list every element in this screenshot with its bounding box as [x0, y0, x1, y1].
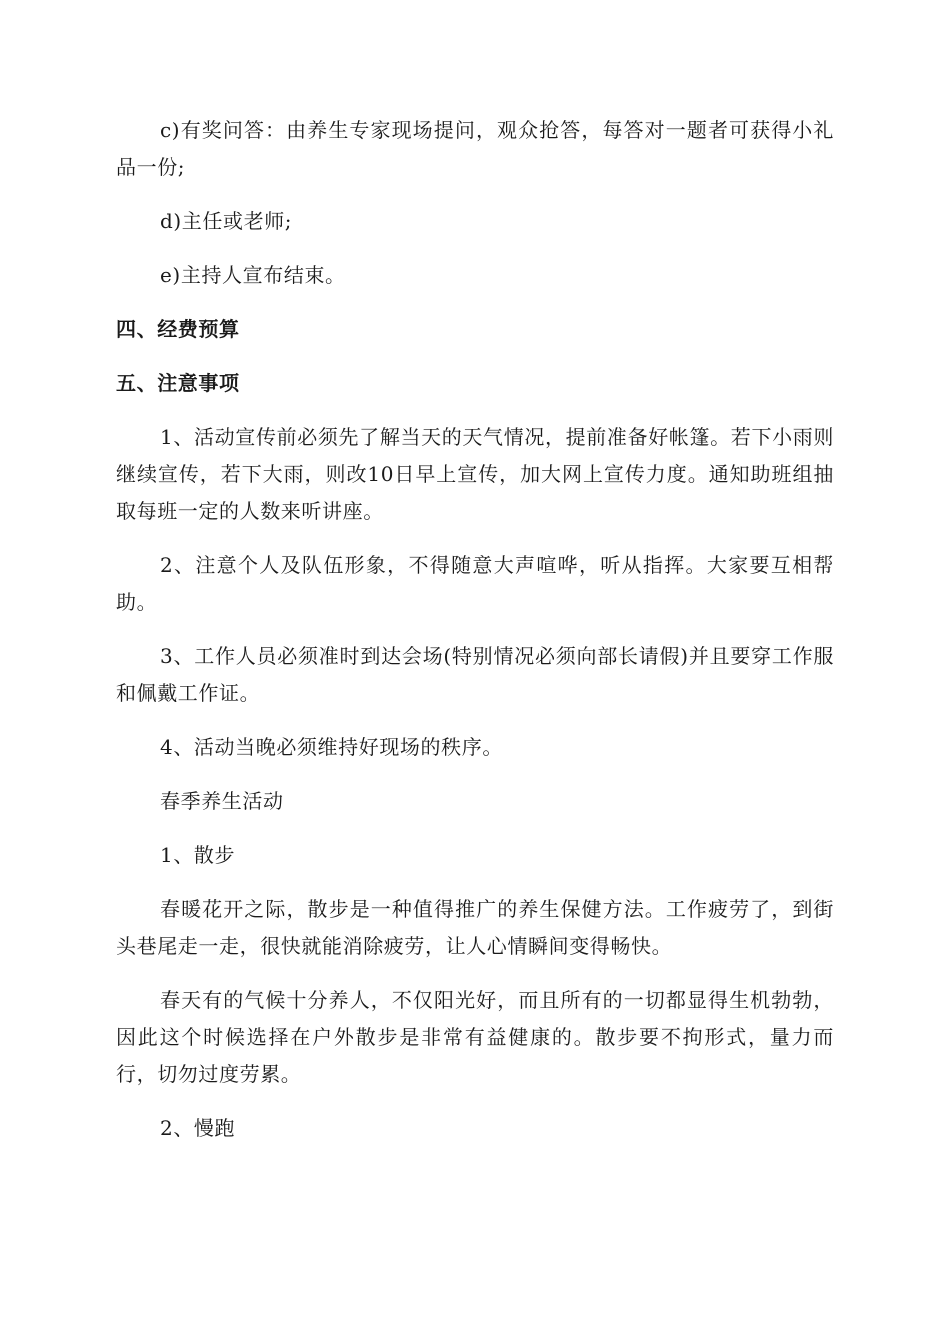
paragraph-director-teacher: d)主任或老师; [160, 209, 293, 233]
paragraph-note-2: 2、注意个人及队伍形象，不得随意大声喧哗，听从指挥。大家要互相帮助。 [116, 553, 834, 614]
paragraph-walking-1: 春暖花开之际，散步是一种值得推广的养生保健方法。工作疲劳了，到街头巷尾走一走，很快就能消除疲劳，让人心情瞬间变得畅快。 [116, 897, 834, 958]
document-page [116, 112, 834, 1164]
paragraph-note-1: 1、活动宣传前必须先了解当天的天气情况，提前准备好帐篷。若下小雨则继续宣传，若下大雨，则改10日早上宣传，加大网上宣传力度。通知助班组抽取每班一定的人数来听讲座。 [116, 425, 834, 523]
section-title-spring-activity: 春季养生活动 [160, 789, 284, 813]
heading-budget: 四、经费预算 [116, 317, 240, 341]
paragraph-walking-2: 春天有的气候十分养人，不仅阳光好，而且所有的一切都显得生机勃勃，因此这个时候选择在户外散步是非常有益健康的。散步要不拘形式，量力而行，切勿过度劳累。 [116, 988, 834, 1086]
paragraph-note-4: 4、活动当晚必须维持好现场的秩序。 [160, 735, 503, 759]
item-jogging: 2、慢跑 [160, 1116, 236, 1140]
paragraph-prize-quiz: c)有奖问答：由养生专家现场提问，观众抢答，每答对一题者可获得小礼品一份; [116, 118, 834, 179]
heading-notes: 五、注意事项 [116, 371, 240, 395]
paragraph-host-closing: e)主持人宣布结束。 [160, 263, 346, 287]
item-walking: 1、散步 [160, 843, 236, 867]
paragraph-note-3: 3、工作人员必须准时到达会场(特别情况必须向部长请假)并且要穿工作服和佩戴工作证。 [116, 644, 834, 705]
